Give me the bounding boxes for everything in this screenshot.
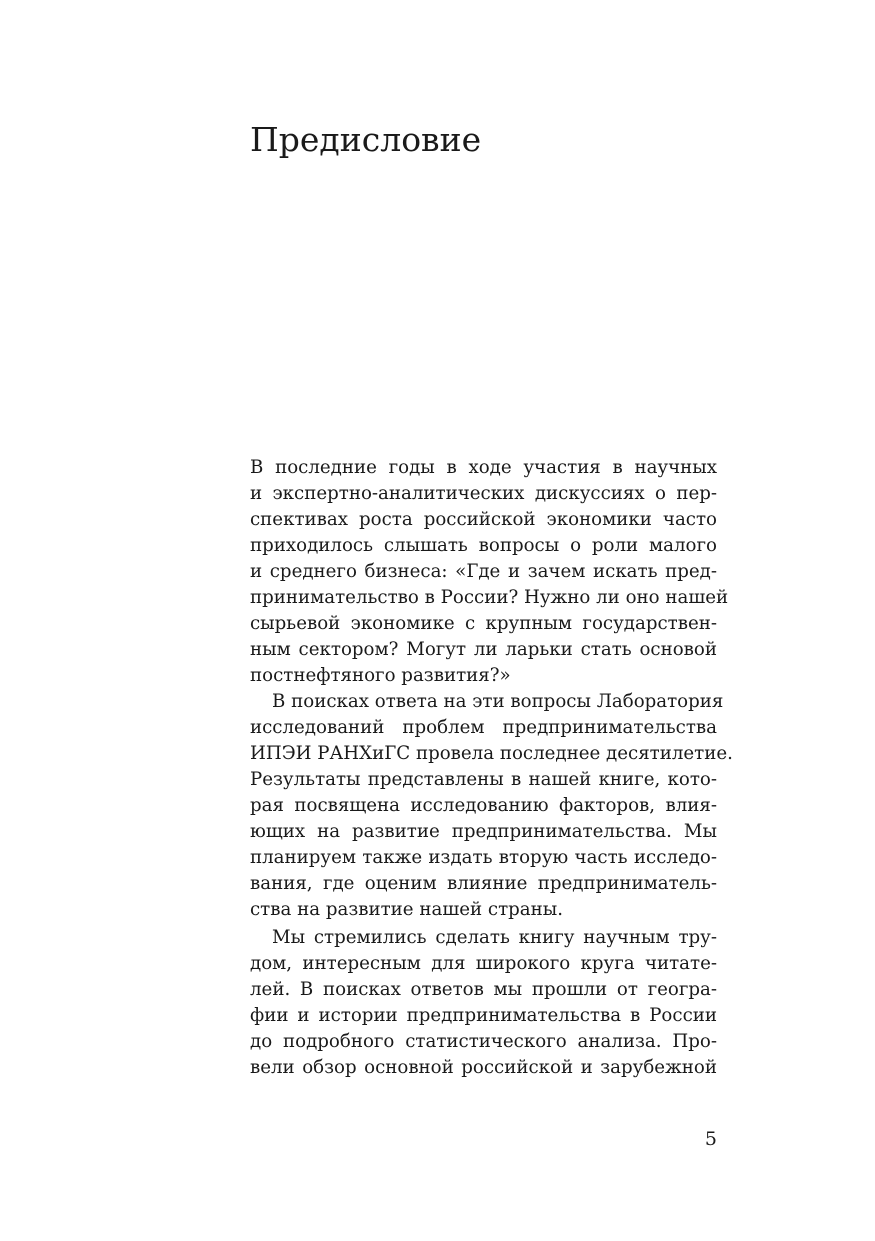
text-line: приходилось слышать вопросы о роли малого (250, 535, 717, 556)
paragraph (250, 925, 717, 1081)
text-line: сырьевой экономике с крупным государствен- (250, 613, 717, 634)
text-line: и экспертно-аналитических дискуссиях о пер- (250, 483, 717, 504)
text-line: планируем также издать вторую часть исследо- (250, 847, 717, 868)
page-title: Предисловие (250, 120, 482, 159)
text-line: до подробного статистического анализа. Про- (250, 1031, 717, 1052)
paragraph (250, 689, 733, 923)
text-line: вели обзор основной российской и зарубежной (250, 1057, 717, 1078)
text-line: дом, интересным для широкого круга читате- (250, 953, 717, 974)
text-line: спективах роста российской экономики часто (250, 509, 717, 530)
text-line: принимательство в России? Нужно ли оно нашей (250, 587, 729, 608)
text-line: рая посвящена исследованию факторов, влия- (250, 795, 717, 816)
text-line: исследований проблем предпринимательства (250, 717, 717, 738)
paragraph (250, 455, 729, 689)
text-line: ющих на развитие предпринимательства. Мы (250, 821, 717, 842)
text-line: ИПЭИ РАНХиГС провела последнее десятилетие. (250, 743, 733, 764)
text-line: В поисках ответа на эти вопросы Лаборатория (272, 691, 724, 712)
page-number: 5 (704, 1128, 717, 1150)
text-line: ства на развитие нашей страны. (250, 899, 564, 920)
text-line: фии и истории предпринимательства в России (250, 1005, 717, 1026)
text-line: вания, где оценим влияние предприниматель- (250, 873, 717, 894)
text-line: лей. В поисках ответов мы прошли от геогра- (250, 979, 717, 1000)
text-line: и среднего бизнеса: «Где и зачем искать пред- (250, 561, 717, 582)
text-line: постнефтяного развития?» (250, 665, 511, 686)
text-line: ным сектором? Могут ли ларьки стать основой (250, 639, 717, 660)
text-line: В последние годы в ходе участия в научных (250, 457, 717, 478)
text-line: Мы стремились сделать книгу научным тру- (272, 927, 717, 948)
body-text (250, 455, 733, 1081)
text-line: Результаты представлены в нашей книге, кото- (250, 769, 717, 790)
